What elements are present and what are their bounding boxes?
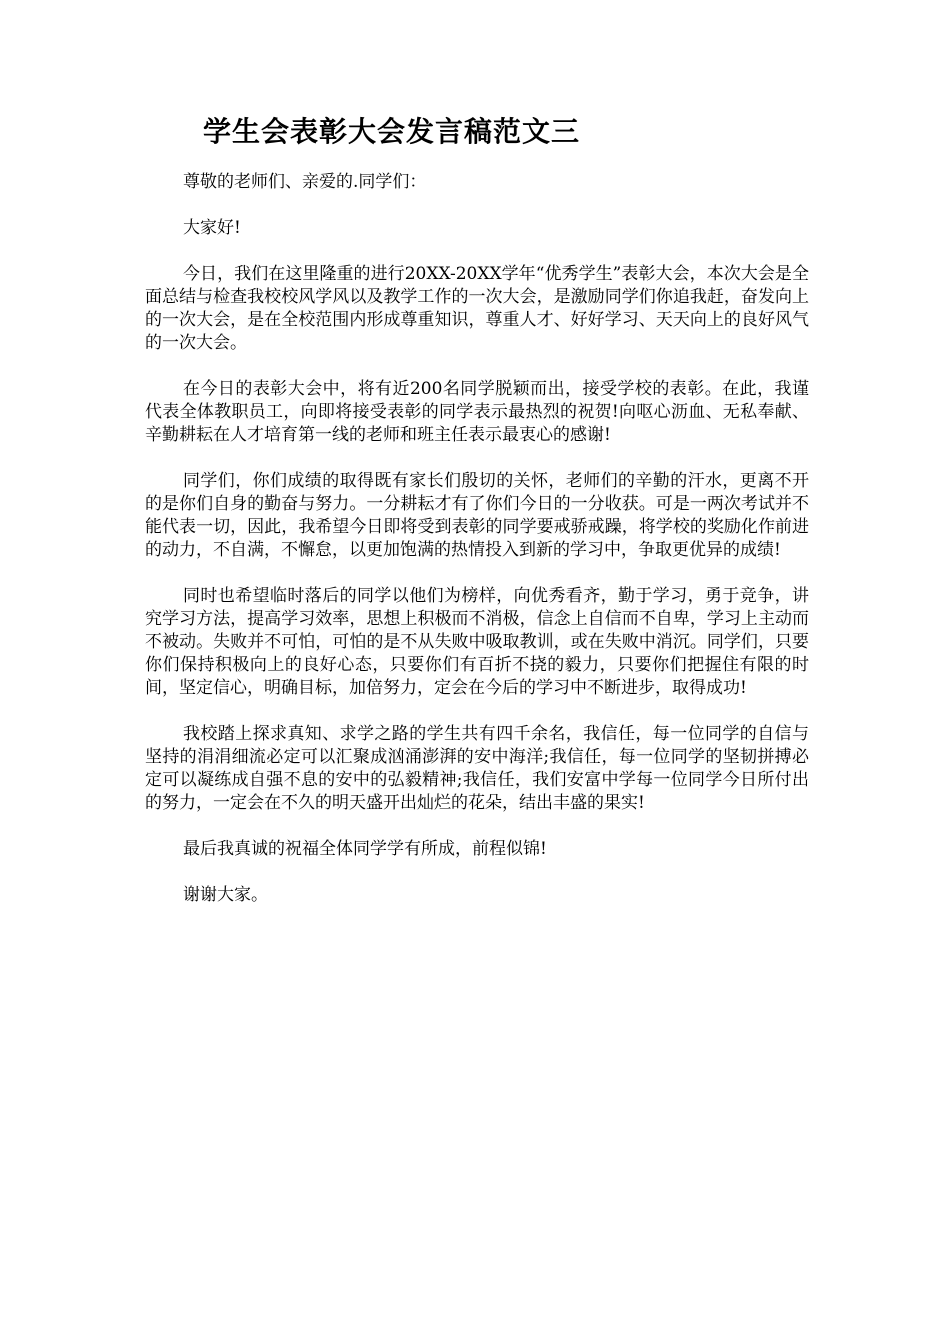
thanks-paragraph: 谢谢大家。 (183, 885, 268, 905)
body-paragraph: 今日，我们在这里隆重的进行20XX-20XX学年“优秀学生”表彰大会，本次大会是全面总结与检查我校校风学风以及教学工作的一次大会，是激励同学们你追我赶，奋发向上的一次大会，是在全校范围内形成尊重知识，尊重人才、好好学习、天天向上的良好风气的一次大会。 (145, 264, 809, 353)
document-body (145, 171, 809, 930)
salutation-paragraph: 尊敬的老师们、亲爱的.同学们： (183, 172, 427, 192)
body-paragraph: 我校踏上探求真知、求学之路的学生共有四千余名，我信任，每一位同学的自信与坚持的涓涓细流必定可以汇聚成汹涌澎湃的安中海洋;我信任，每一位同学的坚韧拼搏必定可以凝练成自强不息的安中的弘毅精神;我信任，我们安富中学每一位同学今日所付出的努力，一定会在不久的明天盛开出灿烂的花朵，结出丰盛的果实! (145, 724, 809, 813)
body-paragraph: 在今日的表彰大会中，将有近200名同学脱颖而出，接受学校的表彰。在此，我谨代表全体教职员工，向即将接受表彰的同学表示最热烈的祝贺!向呕心沥血、无私奉献、辛勤耕耘在人才培育第一线的老师和班主任表示最衷心的感谢! (145, 379, 809, 445)
closing-wish-paragraph: 最后我真诚的祝福全体同学学有所成，前程似锦! (183, 839, 547, 859)
body-paragraph: 同时也希望临时落后的同学以他们为榜样，向优秀看齐，勤于学习，勇于竞争，讲究学习方法，提高学习效率，思想上积极而不消极，信念上自信而不自卑，学习上主动而不被动。失败并不可怕，可怕的是不从失败中吸取教训，或在失败中消沉。同学们，只要你们保持积极向上的良好心态，只要你们有百折不挠的毅力，只要你们把握住有限的时间，坚定信心，明确目标，加倍努力，定会在今后的学习中不断进步，取得成功! (145, 586, 809, 698)
greeting-paragraph: 大家好! (183, 218, 241, 238)
document-title: 学生会表彰大会发言稿范文三 (203, 115, 581, 148)
body-paragraph: 同学们，你们成绩的取得既有家长们殷切的关怀，老师们的辛勤的汗水，更离不开的是你们自身的勤奋与努力。一分耕耘才有了你们今日的一分收获。可是一两次考试并不能代表一切，因此，我希望今日即将受到表彰的同学要戒骄戒躁，将学校的奖励化作前进的动力，不自满，不懈怠，以更加饱满的热情投入到新的学习中，争取更优异的成绩! (145, 471, 809, 560)
